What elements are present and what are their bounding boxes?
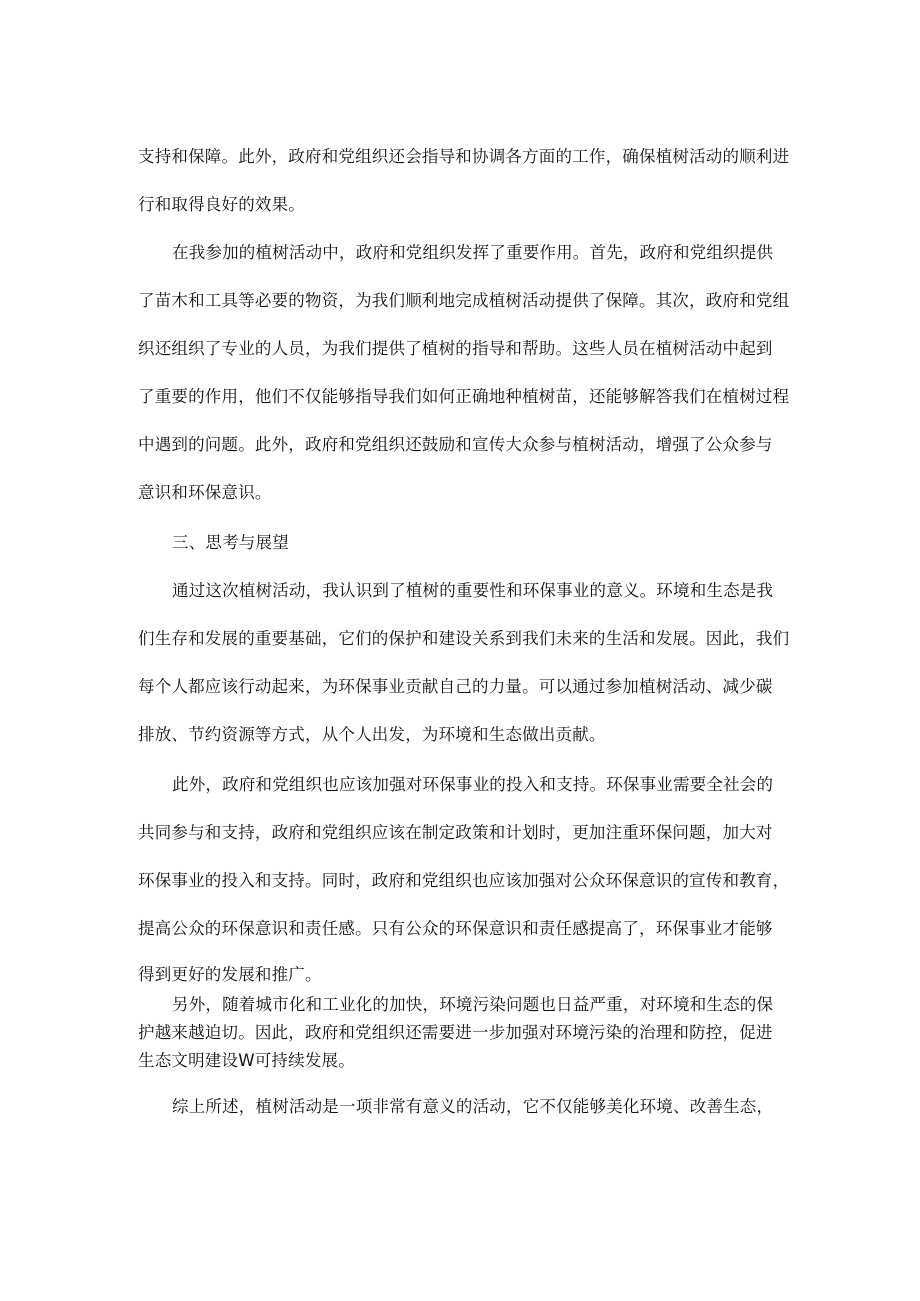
text-line: 了重要的作用，他们不仅能够指导我们如何正确地种植树苗，还能够解答我们在植树过程 [138, 387, 790, 406]
text-line: 织还组织了专业的人员，为我们提供了植树的指导和帮助。这些人员在植树活动中起到 [138, 339, 773, 358]
text-line: 护越来越迫切。因此，政府和党组织还需要进一步加强对环境污染的治理和防控，促进 [138, 1023, 773, 1042]
text-line: 了苗木和工具等必要的物资，为我们顺利地完成植树活动提供了保障。其次，政府和党组 [138, 291, 790, 310]
text-line: 生态文明建设W可持续发展。 [138, 1051, 355, 1070]
text-line: 此外，政府和党组织也应该加强对环保事业的投入和支持。环保事业需要全社会的 [172, 775, 774, 794]
text-line: 每个人都应该行动起来，为环保事业贡献自己的力量。可以通过参加植树活动、减少碳 [138, 677, 773, 696]
text-line: 另外，随着城市化和工业化的加快，环境污染问题也日益严重，对环境和生态的保 [172, 995, 774, 1014]
text-line: 支持和保障。此外，政府和党组织还会指导和协调各方面的工作，确保植树活动的顺利进 [138, 147, 790, 166]
text-line: 意识和环保意识。 [138, 483, 272, 502]
text-line: 在我参加的植树活动中，政府和党组织发挥了重要作用。首先，政府和党组织提供 [172, 243, 774, 262]
section-heading: 三、思考与展望 [172, 533, 289, 552]
text-line: 提高公众的环保意识和责任感。只有公众的环保意识和责任感提高了，环保事业才能够 [138, 919, 773, 938]
text-line: 通过这次植树活动，我认识到了植树的重要性和环保事业的意义。环境和生态是我 [172, 581, 774, 600]
text-line: 共同参与和支持，政府和党组织应该在制定政策和计划时，更加注重环保问题，加大对 [138, 823, 773, 842]
text-line: 综上所述，植树活动是一项非常有意义的活动，它不仅能够美化环境、改善生态， [172, 1097, 774, 1116]
text-line: 们生存和发展的重要基础，它们的保护和建设关系到我们未来的生活和发展。因此，我们 [138, 629, 790, 648]
text-line: 排放、节约资源等方式，从个人出发，为环境和生态做出贡献。 [138, 725, 606, 744]
text-line: 中遇到的问题。此外，政府和党组织还鼓励和宣传大众参与植树活动，增强了公众参与 [138, 435, 773, 454]
text-line: 得到更好的发展和推广。 [138, 965, 322, 984]
text-line: 行和取得良好的效果。 [138, 195, 305, 214]
text-line: 环保事业的投入和支持。同时，政府和党组织也应该加强对公众环保意识的宣传和教育， [138, 871, 790, 890]
